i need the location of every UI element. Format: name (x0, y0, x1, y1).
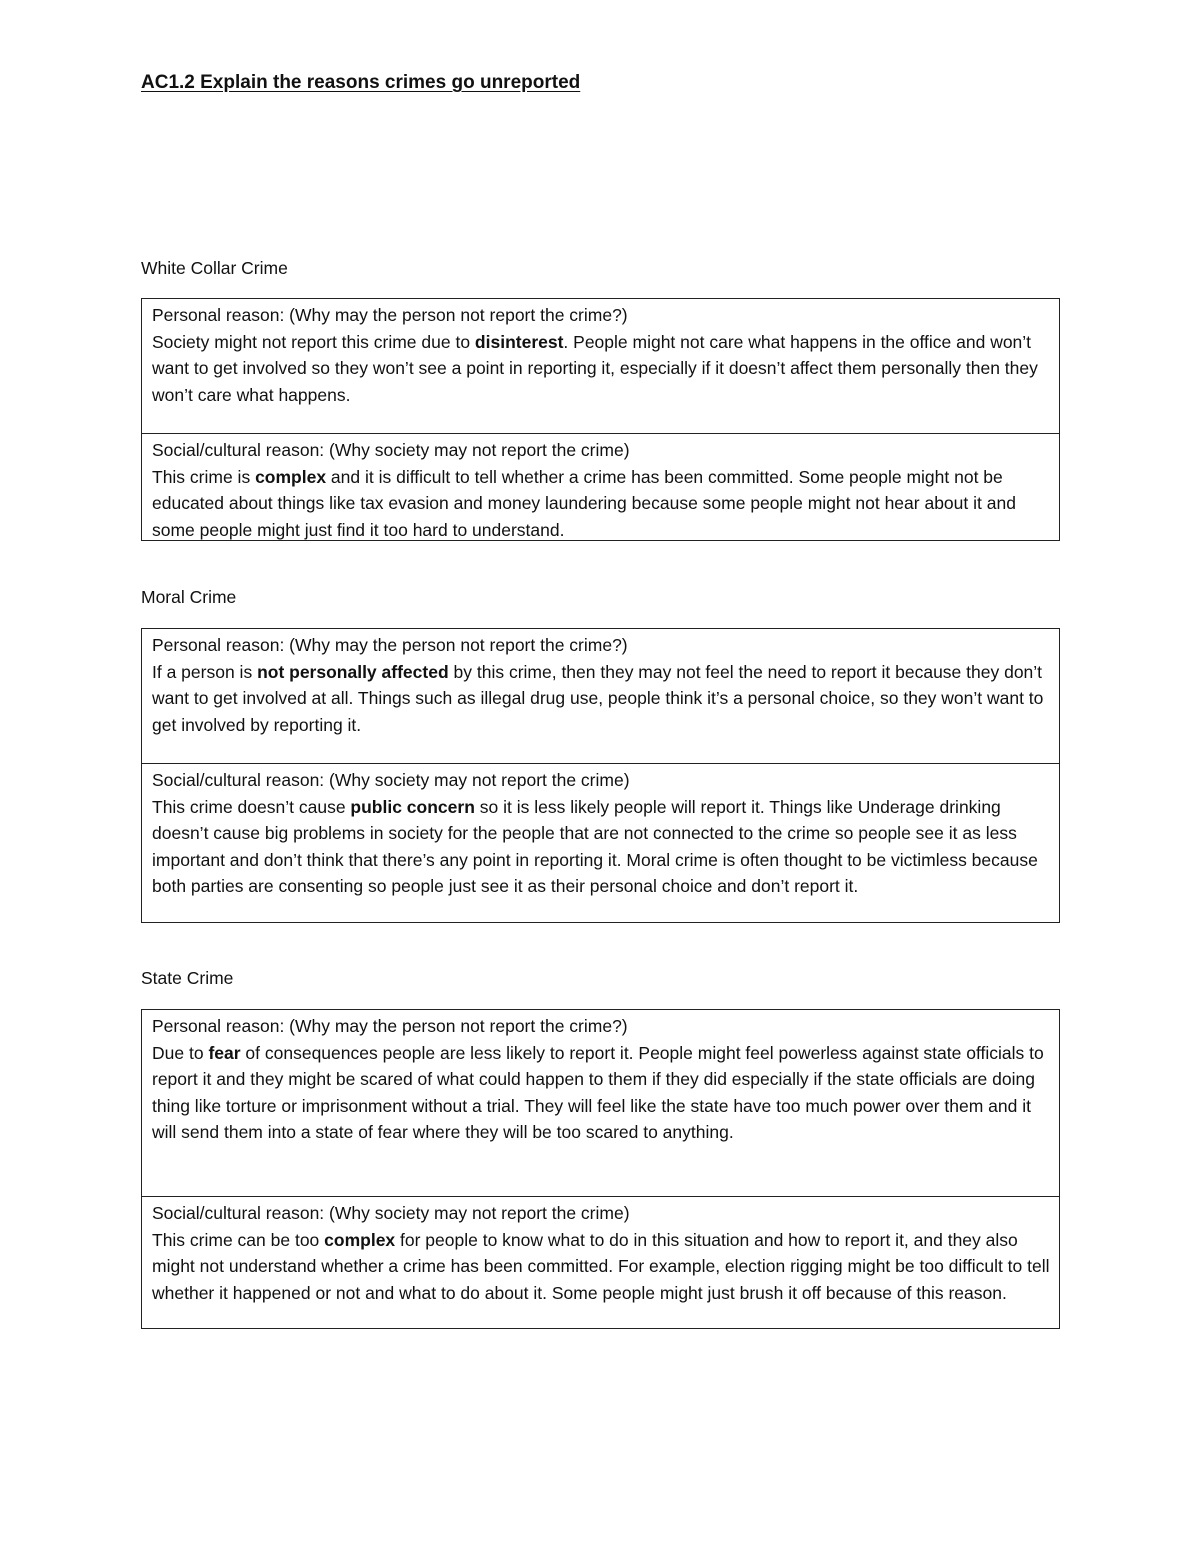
social-reason-label: Social/cultural reason: (Why society may not report the crime) (152, 440, 630, 460)
keyword-public-concern: public concern (350, 796, 475, 817)
personal-reason-cell (142, 299, 1059, 433)
personal-reason-label: Personal reason: (Why may the person not report the crime?) (152, 635, 628, 655)
personal-reason-text: Due to fear of consequences people are less likely to report it. People might feel powerless against state officials to report it and they might be scared of what could happen to them if they did especially if the state officials are doing thing like torture or imprisonment without a trial. They will feel like the state have too much power over them and it will send them into a state of fear where they will be too scared to anything. (152, 1042, 1044, 1142)
personal-reason-label: Personal reason: (Why may the person not report the crime?) (152, 1016, 628, 1036)
keyword-disinterest: disinterest (474, 331, 564, 352)
social-reason-cell (142, 433, 1059, 540)
social-reason-text: This crime is complex and it is difficult to tell whether a crime has been committed. Some people might not be educated about things like tax evasion and money laundering because some people might not hear about it and some people might just find it too hard to understand. (152, 466, 1016, 540)
social-reason-label: Social/cultural reason: (Why society may not report the crime) (152, 1203, 630, 1223)
section-heading-state: State Crime (141, 968, 234, 988)
keyword-fear: fear (208, 1042, 241, 1063)
social-reason-label: Social/cultural reason: (Why society may not report the crime) (152, 770, 630, 790)
social-reason-cell (142, 763, 1059, 922)
personal-reason-label: Personal reason: (Why may the person not report the crime?) (152, 305, 628, 325)
social-reason-cell (142, 1196, 1059, 1328)
reason-table-white-collar (141, 298, 1060, 541)
keyword-complex: complex (324, 1229, 396, 1250)
personal-reason-text: Society might not report this crime due to disinterest. People might not care what happens in the office and won’t want to get involved so they won’t see a point in reporting it, especially if it doesn’t affect them personally then they won’t care what happens. (152, 331, 1038, 405)
keyword-not-personally-affected: not personally affected (257, 661, 449, 682)
document-title: AC1.2 Explain the reasons crimes go unreported (141, 72, 581, 93)
personal-reason-cell (142, 629, 1059, 763)
social-reason-text: This crime doesn’t cause public concern so it is less likely people will report it. Things like Underage drinking doesn’t cause big problems in society for the people that are not connected to the crime so people see it as less important and don’t think that there’s any point in reporting it. Moral crime is often thought to be victimless because both parties are consenting so people just see it as their personal choice and don’t report it. (152, 796, 1038, 896)
personal-reason-text: If a person is not personally affected by this crime, then they may not feel the need to report it because they don’t want to get involved at all. Things such as illegal drug use, people think it’s a personal choice, so they won’t want to get involved by reporting it. (152, 661, 1044, 735)
reason-table-moral (141, 628, 1060, 923)
social-reason-text: This crime can be too complex for people to know what to do in this situation and how to report it, and they also might not understand whether a crime has been committed. For example, election rigging might be too difficult to tell whether it happened or not and what to do about it. Some people might just brush it off because of this reason. (152, 1229, 1050, 1303)
section-heading-white-collar: White Collar Crime (141, 258, 288, 278)
section-heading-moral: Moral Crime (141, 587, 237, 607)
keyword-complex: complex (255, 466, 327, 487)
reason-table-state (141, 1009, 1060, 1329)
personal-reason-cell (142, 1010, 1059, 1196)
